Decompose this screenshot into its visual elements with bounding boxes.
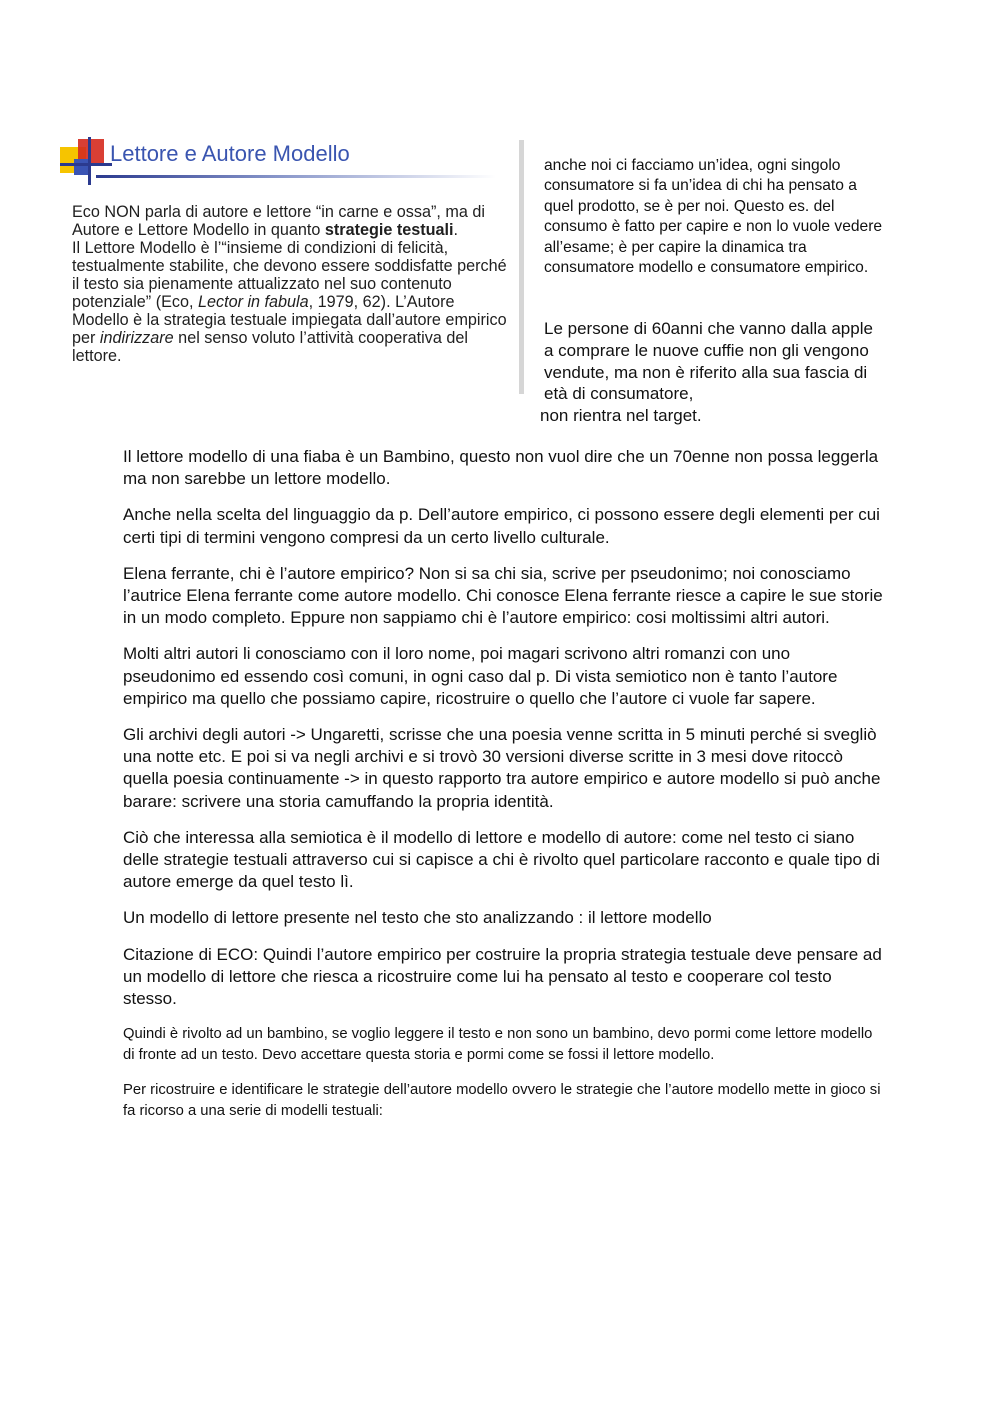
paragraph: Anche nella scelta del linguaggio da p. Dell’autore empirico, ci possono essere degli elementi per cui certi tipi di termini vengono compresi da un certo livello culturale. (123, 505, 880, 547)
slide-image (58, 135, 510, 397)
slide-logo (60, 137, 110, 187)
slide-title: Lettore e Autore Modello (110, 141, 350, 166)
side-note-consumer: anche noi ci facciamo un’idea, ogni singolo consumatore si fa un’idea di chi ha pensato a quel prodotto, se è per noi. Questo es. del consumo è fatto per capire e non lo vuole vedere all’esame; è per capire la dinamica tra consumatore modello e consumatore empirico. (544, 157, 883, 277)
slide-body (72, 203, 508, 365)
paragraph: Molti altri autori li conosciamo con il loro nome, poi magari scrivono altri romanzi con uno pseudonimo ed essendo così comuni, in ogni caso dal p. Di vista semiotico non è tanto l’autore empirico ma quello che possiamo capire, ricostruire o quello che l’autore ci vuole far sapere. (123, 644, 838, 708)
paragraph: Gli archivi degli autori -> Ungaretti, scrisse che una poesia venne scritta in 5 minuti perché si svegliò una notte etc. E poi si va negli archivi e si trovò 30 versioni diverse scritte in 3 mesi dove ritoccò quella poesia continuamente -> in questo rapporto tra autore empirico e autore modello si può anche barare: scrivere una storia camuffando la propria identità. (123, 725, 881, 811)
slide-paragraph-2: Il Lettore Modello è l’“insieme di condizioni di felicità, testualmente stabilite, che devono essere soddisfatte perché il testo sia pienamente attualizzato nel suo contenuto potenziale” (Eco, Lector in fabula, 1979, 62). L’Autore Modello è la strategia testuale impiegata dall’autore empirico per indirizzare nel senso voluto l’attività cooperativa del lettore. (72, 239, 507, 365)
column-divider (519, 140, 524, 394)
paragraph: Un modello di lettore presente nel testo che sto analizzando : il lettore modello (123, 908, 712, 928)
paragraph: Citazione di ECO: Quindi l’autore empirico per costruire la propria strategia testuale deve pensare ad un modello di lettore che riesca a ricostruire come lui ha pensato al testo e cooperare col testo stesso. (123, 944, 882, 1009)
slide-paragraph-1: Eco NON parla di autore e lettore “in carne e ossa”, ma di Autore e Lettore Modello in quanto strategie testuali. (72, 203, 485, 239)
main-text (123, 446, 883, 1136)
small-paragraph: Per ricostruire e identificare le strategie dell’autore modello ovvero le strategie che l’autore modello mette in gioco si fa ricorso a una serie di modelli testuali: (123, 1082, 881, 1119)
paragraph: Ciò che interessa alla semiotica è il modello di lettore e modello di autore: come nel testo ci siano delle strategie testuali attraverso cui si capisce a chi è rivolto quel particolare racconto e quale tipo di autore emerge da quel testo lì. (123, 827, 880, 892)
paragraph: Il lettore modello di una fiaba è un Bambino, questo non vuol dire che un 70enne non possa leggerla ma non sarebbe un lettore modello. (123, 447, 879, 489)
side-note-target (540, 318, 874, 427)
paragraph: Elena ferrante, chi è l’autore empirico? Non si sa chi sia, scrive per pseudonimo; noi conosciamo l’autrice Elena ferrante come autore modello. Chi conosce Elena ferrante riesce a capire le sue storie in un modo completo. Eppure non sappiamo chi è l’autore empirico: cosi moltissimi altri autori. (123, 563, 883, 628)
small-paragraph: Quindi è rivolto ad un bambino, se voglio leggere il testo e non sono un bambino, devo pormi come lettore modello di fronte ad un testo. Devo accettare questa storia e pormi come se fossi il lettore modello. (123, 1026, 873, 1063)
side-note-target-last-line: non rientra nel target. (540, 406, 702, 426)
slide-title-underline (96, 175, 496, 178)
side-note-target-text: Le persone di 60anni che vanno dalla apple a comprare le nuove cuffie non gli vengono vendute, ma non è riferito alla sua fascia di età di consumatore, (544, 319, 873, 404)
